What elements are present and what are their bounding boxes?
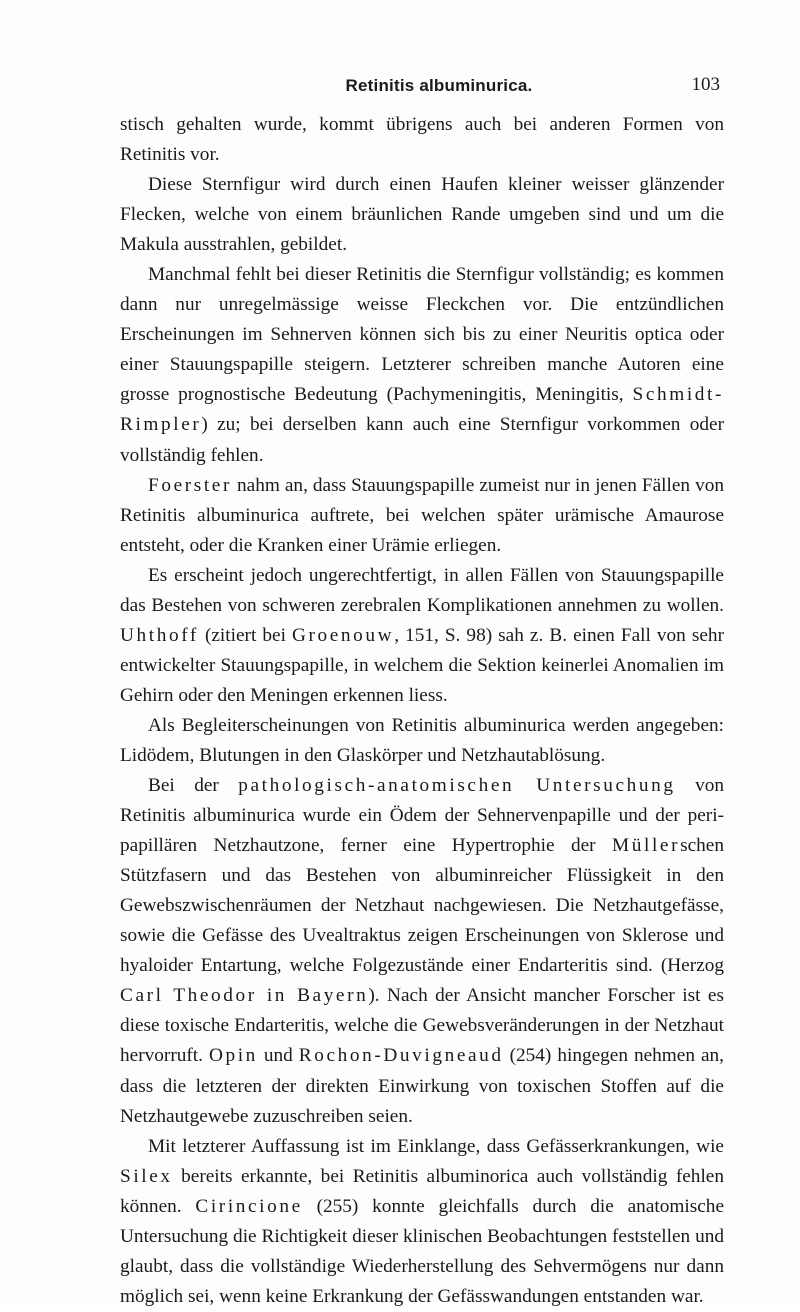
spaced-name: Uhthoff bbox=[120, 624, 199, 646]
text-run: , 151, S. 98) sah z. B. einen Fall von sehr entwickelter Stauungspapille, in welchem die Sektion keinerlei Anomalien im Gehirn oder den Meningen erkennen liess. bbox=[120, 624, 724, 706]
text-run: ). Nach der Ansicht mancher Forscher ist es diese toxische Endarteritis, welche die Gewebsveränderungen in der Netzhaut hervorruft. bbox=[120, 985, 724, 1067]
text-run: stisch gehalten wurde, kommt übrigens auch bei anderen Formen von Retinitis vor. bbox=[120, 114, 724, 166]
paragraph bbox=[120, 471, 724, 561]
text-run: Mit letzterer Auffassung ist im Einklange, dass Gefässerkrankungen, wie bbox=[148, 1135, 724, 1157]
spaced-name: Foerster bbox=[148, 474, 232, 496]
paragraph bbox=[120, 170, 724, 260]
paragraph bbox=[120, 711, 724, 771]
text-run: nahm an, dass Stauungspapille zumeist nur in jenen Fällen von Retinitis albuminurica auftrete, bei welchen später urämische Amaurose entsteht, oder die Kranken einer Urämie erliegen. bbox=[120, 474, 724, 556]
body-text bbox=[120, 110, 724, 1312]
text-run: Als Begleiterscheinungen von Retinitis albuminurica werden angegeben: Lidödem, Blutungen in den Glaskörper und Netzhautablösung. bbox=[120, 714, 724, 766]
paragraph bbox=[120, 260, 724, 470]
page-header bbox=[120, 76, 720, 106]
paragraph bbox=[120, 110, 724, 170]
text-run: Bei der bbox=[148, 775, 239, 797]
spaced-name: pathologisch-anatomischen Untersuchung bbox=[238, 775, 676, 797]
text-run: (254) hingegen nehmen an, dass die letzteren der direkten Einwirkung von toxischen Stoffen auf die Netzhautgewebe zuzuschreiben seien. bbox=[120, 1045, 724, 1127]
text-run: bereits erkannte, bei Retinitis albuminorica auch vollständig fehlen können. bbox=[120, 1165, 724, 1217]
page-number: 103 bbox=[691, 74, 720, 95]
text-run: schen Stützfasern und das Bestehen von albuminreicher Flüssigkeit in den Gewebszwischenräumen der Netzhaut nachgewiesen. Die Netzhautgefässe, sowie die Gefässe des Uvealtraktus zeigen Erscheinungen von Sklerose und hyaloider Entartung, welche Folgezustände einer Endarteritis sind. (Herzog bbox=[120, 835, 724, 977]
text-run: (zitiert bei bbox=[198, 624, 292, 646]
spaced-name: Opin bbox=[208, 1045, 258, 1067]
paragraph bbox=[120, 771, 724, 1132]
spaced-name: Carl Theodor in Bayern bbox=[120, 985, 369, 1007]
text-run: und bbox=[257, 1045, 299, 1067]
paragraph bbox=[120, 1132, 724, 1312]
text-run: (255) konnte gleichfalls durch die anatomische Untersuchung die Richtigkeit dieser klinischen Beobachtungen feststellen und glaubt, dass die vollständige Wiederherstellung des Sehvermögens nur dann möglich sei, wenn keine Erkrankung der Gefässwandungen entstanden war. bbox=[120, 1195, 724, 1307]
spaced-name: Schmidt-Rimpler bbox=[120, 384, 724, 436]
text-run: Diese Sternfigur wird durch einen Haufen kleiner weisser glänzender Flecken, welche von einem bräunlichen Rande umgeben sind und um die Makula ausstrahlen, gebildet. bbox=[120, 174, 724, 256]
spaced-name: Cirincione bbox=[195, 1195, 303, 1217]
text-run: von Retinitis albuminurica wurde ein Ödem der Sehnervenpapille und der peri-papillären Netzhautzone, ferner eine Hypertrophie der bbox=[120, 775, 724, 857]
running-title: Retinitis albuminurica. bbox=[345, 76, 533, 95]
paragraph bbox=[120, 561, 724, 711]
text-run: Es erscheint jedoch ungerechtfertigt, in allen Fällen von Stauungspapille das Bestehen von schweren zerebralen Komplikationen annehmen zu wollen. bbox=[120, 564, 724, 616]
spaced-name: Silex bbox=[120, 1165, 173, 1187]
spaced-name: Groenouw bbox=[291, 624, 395, 646]
text-run: Manchmal fehlt bei dieser Retinitis die Sternfigur vollständig; es kommen dann nur unregelmässige weisse Fleckchen vor. Die entzündlichen Erscheinungen im Sehnerven können sich bis zu einer Neuritis optica oder einer Stauungspapille steigern. Letzterer schreiben manche Autoren eine grosse prognostische Bedeutung (Pachymeningitis, Meningitis, bbox=[120, 264, 724, 406]
spaced-name: Müller bbox=[612, 835, 681, 857]
text-run: ) zu; bei derselben kann auch eine Sternfigur vorkommen oder vollständig fehlen. bbox=[120, 414, 724, 466]
spaced-name: Rochon-Duvigneaud bbox=[298, 1045, 504, 1067]
